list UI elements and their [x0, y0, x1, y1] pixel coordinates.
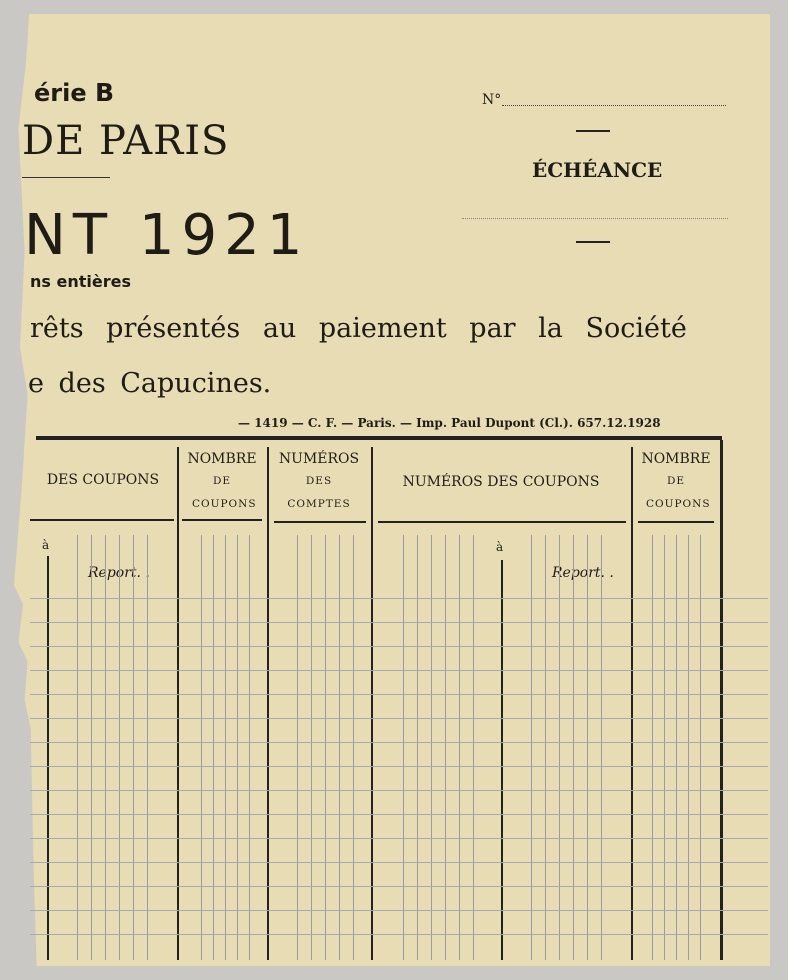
- entieres-label: ns entières: [30, 272, 131, 291]
- ruled-line: [30, 838, 768, 839]
- number-label: N°: [482, 92, 502, 108]
- ruled-line: [30, 910, 768, 911]
- ruled-line: [30, 790, 768, 791]
- imprint-line: — 1419 — C. F. — Paris. — Imp. Paul Dupont (Cl.). 657.12.1928: [238, 416, 661, 430]
- report-label-right: Report. .: [552, 565, 614, 581]
- ruled-line: [30, 718, 768, 719]
- header-underline: [30, 519, 174, 521]
- ruled-line: [30, 646, 768, 647]
- ruled-line: [30, 670, 768, 671]
- header-nombre-coupons-right: NOMBRE DE COUPONS: [641, 451, 711, 511]
- header-underline: [378, 521, 626, 523]
- number-field-line[interactable]: [502, 105, 726, 106]
- column-line: [177, 447, 179, 960]
- serie-letter: B: [94, 78, 115, 107]
- header-underline: [274, 521, 366, 523]
- ruled-line: [30, 694, 768, 695]
- ruled-line: [30, 742, 768, 743]
- echeance-field-line[interactable]: [462, 218, 728, 219]
- ruled-line: [30, 862, 768, 863]
- description-line-1: rêts présentés au paiement par la Société: [30, 313, 687, 344]
- ruled-line: [30, 598, 768, 599]
- header-numeros-coupons: NUMÉROS DES COUPONS: [402, 474, 600, 490]
- title-rule: [22, 177, 110, 178]
- column-line: [371, 447, 373, 960]
- a-label-right: à: [496, 540, 504, 554]
- echeance-label: ÉCHÉANCE: [532, 158, 663, 182]
- column-line: [501, 560, 503, 960]
- ruled-line: [30, 814, 768, 815]
- column-line: [631, 447, 633, 960]
- ruled-line: [30, 766, 768, 767]
- table-top-border: [36, 436, 722, 440]
- ruled-line: [30, 622, 768, 623]
- header-underline: [182, 519, 262, 521]
- header-numeros-comptes: NUMÉROS DES COMPTES: [278, 451, 360, 511]
- ruled-line: [30, 934, 768, 935]
- column-line: [267, 447, 269, 960]
- header-nombre-coupons: NOMBRE DE COUPONS: [187, 451, 257, 511]
- separator-dash: [576, 130, 610, 132]
- description-line-2: e des Capucines.: [28, 368, 272, 399]
- report-label-left: Report. .: [88, 565, 150, 581]
- column-line: [47, 556, 49, 960]
- ruled-line: [30, 886, 768, 887]
- a-label-left: à: [42, 538, 50, 552]
- header-underline: [638, 521, 714, 523]
- year-title: NT 1921: [24, 203, 310, 268]
- header-des-coupons: DES COUPONS: [46, 472, 160, 488]
- separator-dash: [576, 241, 610, 243]
- serie-label: érie B: [34, 78, 115, 107]
- table-right-border: [720, 440, 723, 960]
- de-paris-title: DE PARIS: [22, 118, 230, 164]
